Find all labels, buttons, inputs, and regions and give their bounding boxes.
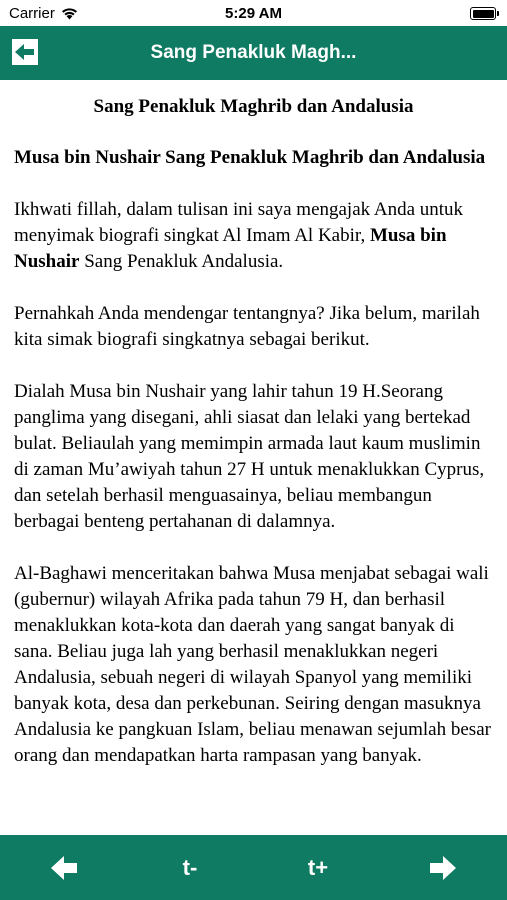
font-increase-label: t+ bbox=[307, 854, 329, 880]
article-content[interactable] bbox=[0, 80, 507, 835]
paragraph-1-tail: Sang Penakluk Andalusia. bbox=[79, 251, 284, 272]
back-button[interactable] bbox=[12, 39, 38, 65]
page-title: Sang Penakluk Magh... bbox=[150, 42, 357, 63]
font-increase-button[interactable] bbox=[288, 835, 348, 900]
arrow-left-icon bbox=[15, 43, 35, 61]
status-bar bbox=[0, 0, 507, 26]
paragraph-3: Dialah Musa bin Nushair yang lahir tahun 19 H.Seorang panglima yang disegani, ahli siasat dan lelaki yang bertekad bulat. Beliaulah yang memimpin armada laut kaum muslimin di zaman Mu’awiyah tahun 27 H untuk menaklukkan Cyprus, dan setelah berhasil menguasainya, beliau membangun berbagai benteng pertahanan di dalamnya. bbox=[14, 381, 485, 532]
font-decrease-button[interactable] bbox=[160, 835, 220, 900]
article-subheading: Musa bin Nushair Sang Penakluk Maghrib dan Andalusia bbox=[14, 147, 486, 168]
paragraph-4: Al-Baghawi menceritakan bahwa Musa menjabat sebagai wali (gubernur) wilayah Afrika pada tahun 79 H, dan berhasil menaklukkan kota-kota dan daerah yang sangat banyak di sana. Beliau juga lah yang berhasil menaklukkan negeri Andalusia, sebuah negeri di wilayah Spanyol yang memiliki banyak kota, desa dan perkebunan. Seiring dengan masuknya Andalusia ke pangkuan Islam, beliau menawan sejumlah besar orang dan mendapatkan harta rampasan yang banyak. bbox=[14, 563, 491, 766]
arrow-right-icon bbox=[429, 854, 457, 882]
paragraph-2: Pernahkah Anda mendengar tentangnya? Jika belum, marilah kita simak biografi singkatnya sebagai berikut. bbox=[14, 303, 480, 350]
next-button[interactable] bbox=[413, 835, 473, 900]
font-decrease-label: t- bbox=[182, 854, 198, 880]
battery-icon bbox=[470, 7, 496, 20]
arrow-left-icon bbox=[50, 854, 78, 882]
status-time: 5:29 AM bbox=[225, 5, 282, 22]
bottom-toolbar bbox=[0, 835, 507, 900]
paragraph-1-text: Ikhwati fillah, dalam tulisan ini saya mengajak Anda untuk menyimak biografi singkat Al Imam Al Kabir, bbox=[14, 199, 464, 246]
navigation-bar bbox=[0, 26, 507, 80]
paragraph-1-bold: Musa bin Nushair bbox=[14, 225, 447, 272]
article-title: Sang Penakluk Maghrib dan Andalusia bbox=[93, 96, 414, 117]
paragraph-1 bbox=[14, 197, 493, 275]
previous-button[interactable] bbox=[34, 835, 94, 900]
carrier-label: Carrier bbox=[9, 5, 55, 22]
